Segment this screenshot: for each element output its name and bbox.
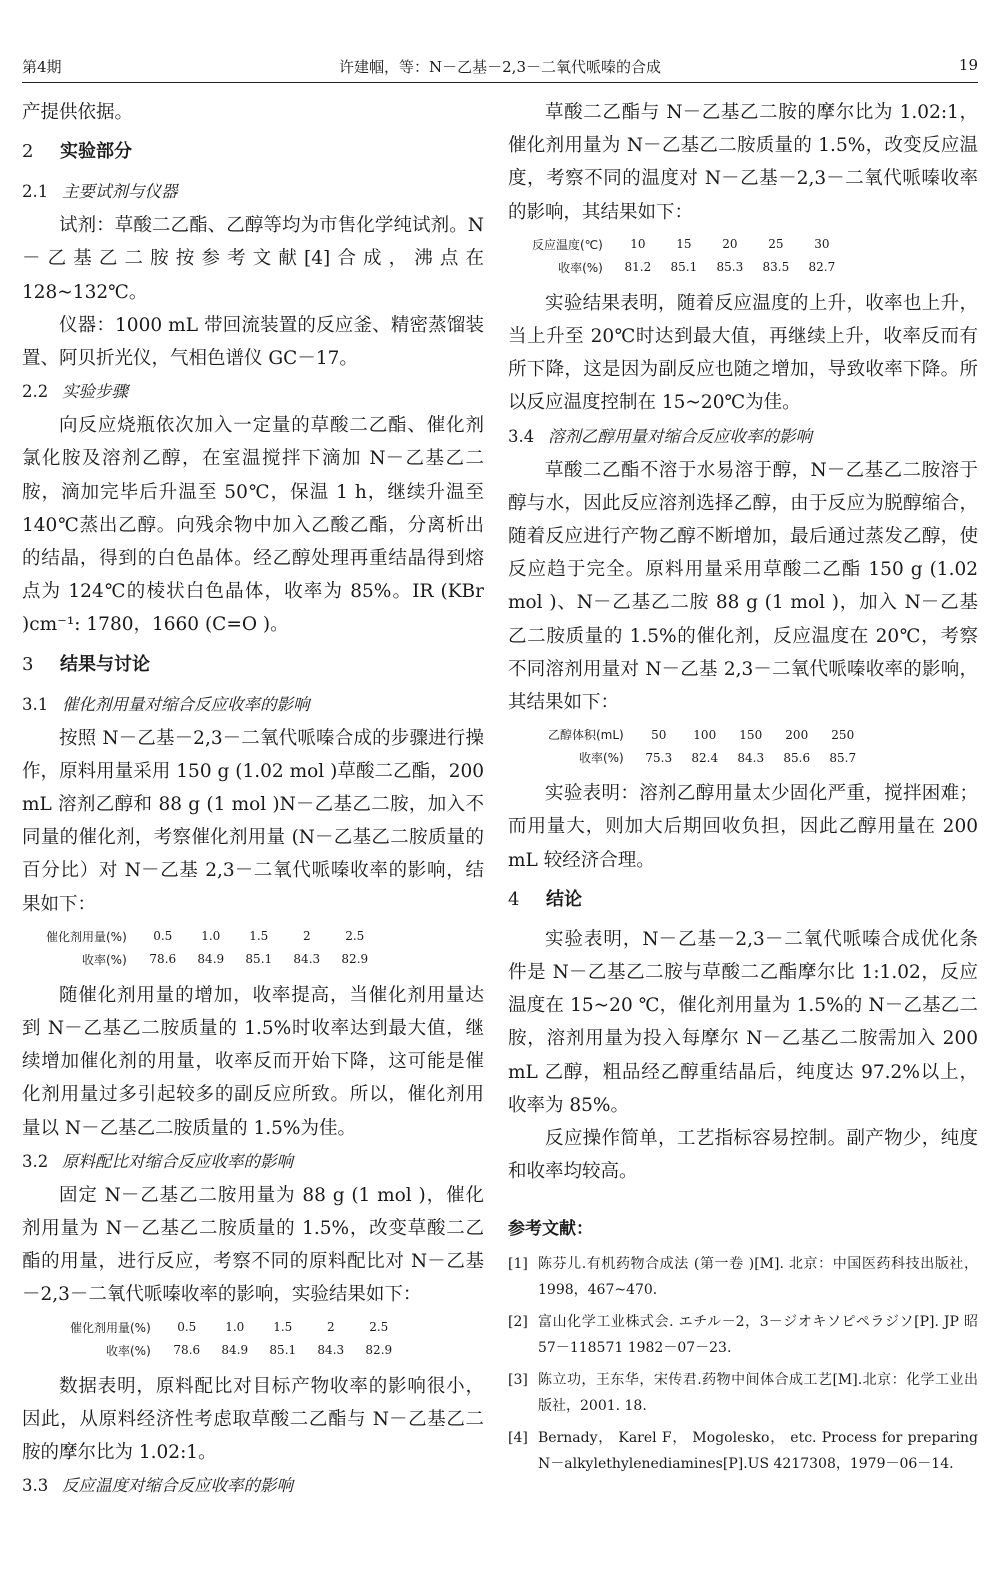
- paragraph: 产提供依据。: [22, 102, 134, 123]
- paragraph: 按照 N－乙基－2,3－二氧代哌嗪合成的步骤进行操作，原料用量采用 150 g (1.02 mol )草酸二乙酯，200 mL 溶剂乙醇和 88 g (1 mol )N－乙基乙二胺，加入不同量的催化剂，考察催化剂用量 (N－乙基乙二胺质量的百分比）对 N－乙基 2,3－二氧代哌嗪收率的影响，结果如下：: [22, 727, 484, 915]
- running-title: 许建帼，等：N－乙基－2,3－二氧代哌嗪的合成: [339, 58, 661, 76]
- subsection-heading: 2.2 实验步骤: [22, 382, 128, 402]
- paragraph: 反应操作简单，工艺指标容易控制。副产物少，纯度和收率均较高。: [508, 1128, 978, 1183]
- reference-item: [3] 陈立功，王东华，宋传君.药物中间体合成工艺[M].北京：化学工业出版社，2001. 18.: [508, 1372, 978, 1415]
- data-table: 反应温度(℃) 10 15 20 25 30 收率(%) 81.2 85.1 85.3 83.5 82.7: [532, 237, 836, 275]
- subsection-heading: 3.3 反应温度对缩合反应收率的影响: [22, 1476, 293, 1496]
- issue-number: 第4期: [22, 58, 62, 76]
- paragraph: 仪器：1000 mL 带回流装置的反应釜、精密蒸馏装置、阿贝折光仪，气相色谱仪 GC－17。: [22, 314, 484, 370]
- page-number: 19: [958, 56, 978, 74]
- reference-item: [4] Bernady， Karel F， Mogolesko， etc. Process for preparing N－alkylethylenediamines[P].US 4217308，1979－06－14.: [508, 1430, 978, 1473]
- subsection-heading: 3.2 原料配比对缩合反应收率的影响: [22, 1151, 293, 1171]
- running-header: [22, 52, 978, 83]
- data-table: 乙醇体积(mL) 50 100 150 200 250 收率(%) 75.3 82.4 84.3 85.6 85.7: [548, 727, 857, 766]
- data-table: 催化剂用量(%) 0.5 1.0 1.5 2 2.5 收率(%) 78.6 84.9 85.1 84.3 82.9: [70, 1320, 393, 1358]
- paragraph: 实验表明：溶剂乙醇用量太少固化严重，搅拌困难；而用量大，则加大后期回收负担，因此乙醇用量在 200 mL 较经济合理。: [508, 783, 978, 871]
- right-column: [508, 96, 978, 1483]
- paragraph: 试剂：草酸二乙酯、乙醇等均为市售化学纯试剂。N－乙基乙二胺按参考文献[4]合成，沸点在 128~132℃。: [22, 215, 484, 303]
- subsection-heading: 3.4 溶剂乙醇用量对缩合反应收率的影响: [508, 426, 812, 446]
- paragraph: 固定 N－乙基乙二胺用量为 88 g (1 mol )，催化剂用量为 N－乙基乙二胺质量的 1.5%，改变草酸二乙酯的用量，进行反应，考察不同的原料配比对 N－乙基－2,3－二氧代哌嗪收率的影响，实验结果如下：: [22, 1184, 484, 1306]
- left-column: [22, 96, 484, 1503]
- data-table: 催化剂用量(%) 0.5 1.0 1.5 2 2.5 收率(%) 78.6 84.9 85.1 84.3 82.9: [46, 929, 369, 967]
- subsection-heading: 3.1 催化剂用量对缩合反应收率的影响: [22, 694, 310, 714]
- section-heading: 3 结果与讨论: [22, 653, 150, 675]
- paragraph: 向反应烧瓶依次加入一定量的草酸二乙酯、催化剂氯化胺及溶剂乙醇，在室温搅拌下滴加 N－乙基乙二胺，滴加完毕后升温至 50℃，保温 1 h，继续升温至 140℃蒸出乙醇。向残余物中加入乙酸乙酯，分离析出的结晶，得到的白色晶体。经乙醇处理再重结晶得到熔点为 124℃的棱状白色晶体，收率为 85%。IR (KBr )cm⁻¹: 1780，1660 (C=O )。: [22, 415, 484, 636]
- paragraph: 实验表明，N－乙基－2,3－二氧代哌嗪合成优化条件是 N－乙基乙二胺与草酸二乙酯摩尔比 1:1.02，反应温度在 15~20 ℃，催化剂用量为 1.5%的 N－乙基乙二胺，溶剂用量为投入每摩尔 N－乙基乙二胺需加入 200 mL 乙醇，粗品经乙醇重结晶后，纯度达 97.2%以上，收率为 85%。: [508, 928, 978, 1116]
- section-heading: 4 结论: [508, 888, 582, 910]
- reference-item: [2] 富山化学工业株式会. エチル－2，3－ジオキソピペラジソ[P]. JP 昭 57－118571 1982－07－23.: [508, 1314, 978, 1357]
- subsection-heading: 2.1 主要试剂与仪器: [22, 182, 178, 202]
- paragraph: 草酸二乙酯不溶于水易溶于醇，N－乙基乙二胺溶于醇与水，因此反应溶剂选择乙醇，由于反应为脱醇缩合，随着反应进行产物乙醇不断增加，最后通过蒸发乙醇，使反应趋于完全。原料用量采用草酸二乙酯 150 g (1.02 mol )、N－乙基乙二胺 88 g (1 mol )，加入 N－乙基乙二胺质量的 1.5%的催化剂，反应温度在 20℃，考察不同溶剂用量对 N－乙基 2,3－二氧代哌嗪收率的影响，其结果如下：: [508, 459, 978, 714]
- reference-item: [1] 陈芬儿.有机药物合成法 (第一卷 )[M]. 北京：中国医药科技出版社，1998，467~470.: [508, 1256, 978, 1299]
- references-heading: 参考文献：: [508, 1219, 593, 1240]
- paragraph: 随催化剂用量的增加，收率提高，当催化剂用量达到 N－乙基乙二胺质量的 1.5%时收率达到最大值，继续增加催化剂的用量，收率反而开始下降，这可能是催化剂用量过多引起较多的副反应所致。所以，催化剂用量以 N－乙基乙二胺质量的 1.5%为佳。: [22, 984, 484, 1139]
- paragraph: 草酸二乙酯与 N－乙基乙二胺的摩尔比为 1.02:1，催化剂用量为 N－乙基乙二胺质量的 1.5%，改变反应温度，考察不同的温度对 N－乙基－2,3－二氧代哌嗪收率的影响，其结果如下：: [508, 102, 978, 223]
- paragraph: 实验结果表明，随着反应温度的上升，收率也上升，当上升至 20℃时达到最大值，再继续上升，收率反而有所下降，这是因为副反应也随之增加，导致收率下降。所以反应温度控制在 15~20℃为佳。: [508, 292, 978, 414]
- section-heading: 2 实验部分: [22, 141, 132, 163]
- paragraph: 数据表明，原料配比对目标产物收率的影响很小，因此，从原料经济性考虑取草酸二乙酯与 N－乙基乙二胺的摩尔比为 1.02:1。: [22, 1375, 484, 1464]
